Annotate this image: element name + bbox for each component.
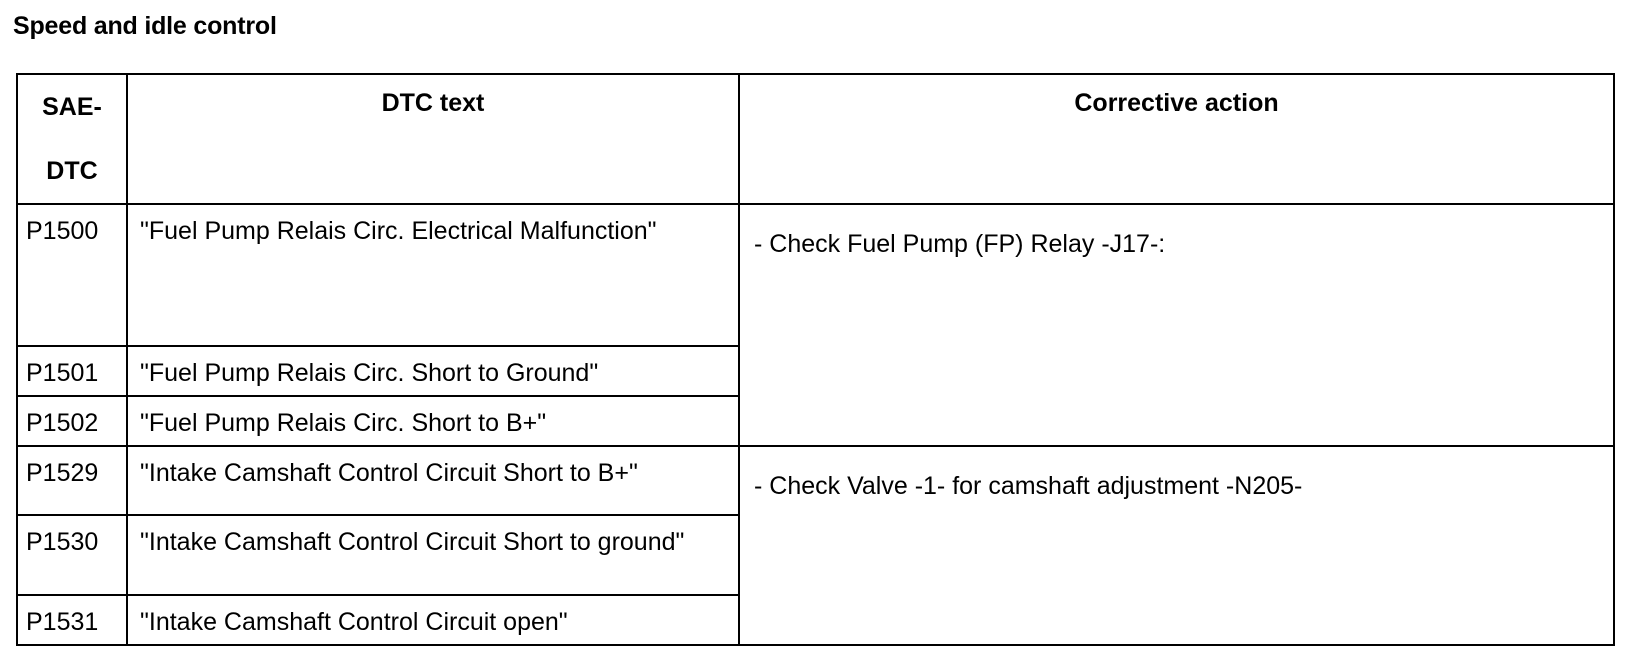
dtc-code-cell: P1531 — [17, 595, 127, 645]
dtc-code-cell: P1501 — [17, 346, 127, 396]
header-sae-dtc — [17, 74, 127, 204]
dtc-text-cell: "Fuel Pump Relais Circ. Short to B+" — [127, 396, 739, 446]
header-dtc-text: DTC text — [127, 74, 739, 204]
dtc-code-cell: P1502 — [17, 396, 127, 446]
dtc-code-cell: P1529 — [17, 446, 127, 515]
table-row — [17, 204, 1614, 346]
dtc-text-cell: "Intake Camshaft Control Circuit Short to ground" — [127, 515, 739, 595]
dtc-text-cell: "Fuel Pump Relais Circ. Short to Ground" — [127, 346, 739, 396]
header-sae-dtc-line2: DTC — [46, 157, 98, 185]
dtc-code-cell: P1530 — [17, 515, 127, 595]
dtc-text-cell: "Fuel Pump Relais Circ. Electrical Malfunction" — [127, 204, 739, 346]
corrective-action-cell: - Check Valve -1- for camshaft adjustment -N205- — [739, 446, 1614, 645]
corrective-action-cell: - Check Fuel Pump (FP) Relay -J17-: — [739, 204, 1614, 446]
dtc-table — [16, 73, 1615, 646]
dtc-code-cell: P1500 — [17, 204, 127, 346]
dtc-text-cell: "Intake Camshaft Control Circuit open" — [127, 595, 739, 645]
header-corrective-action: Corrective action — [739, 74, 1614, 204]
table-row — [17, 446, 1614, 515]
dtc-text-cell: "Intake Camshaft Control Circuit Short to B+" — [127, 446, 739, 515]
table-header-row — [17, 74, 1614, 204]
page-title: Speed and idle control — [13, 12, 277, 40]
header-sae-dtc-line1: SAE- — [42, 93, 102, 121]
